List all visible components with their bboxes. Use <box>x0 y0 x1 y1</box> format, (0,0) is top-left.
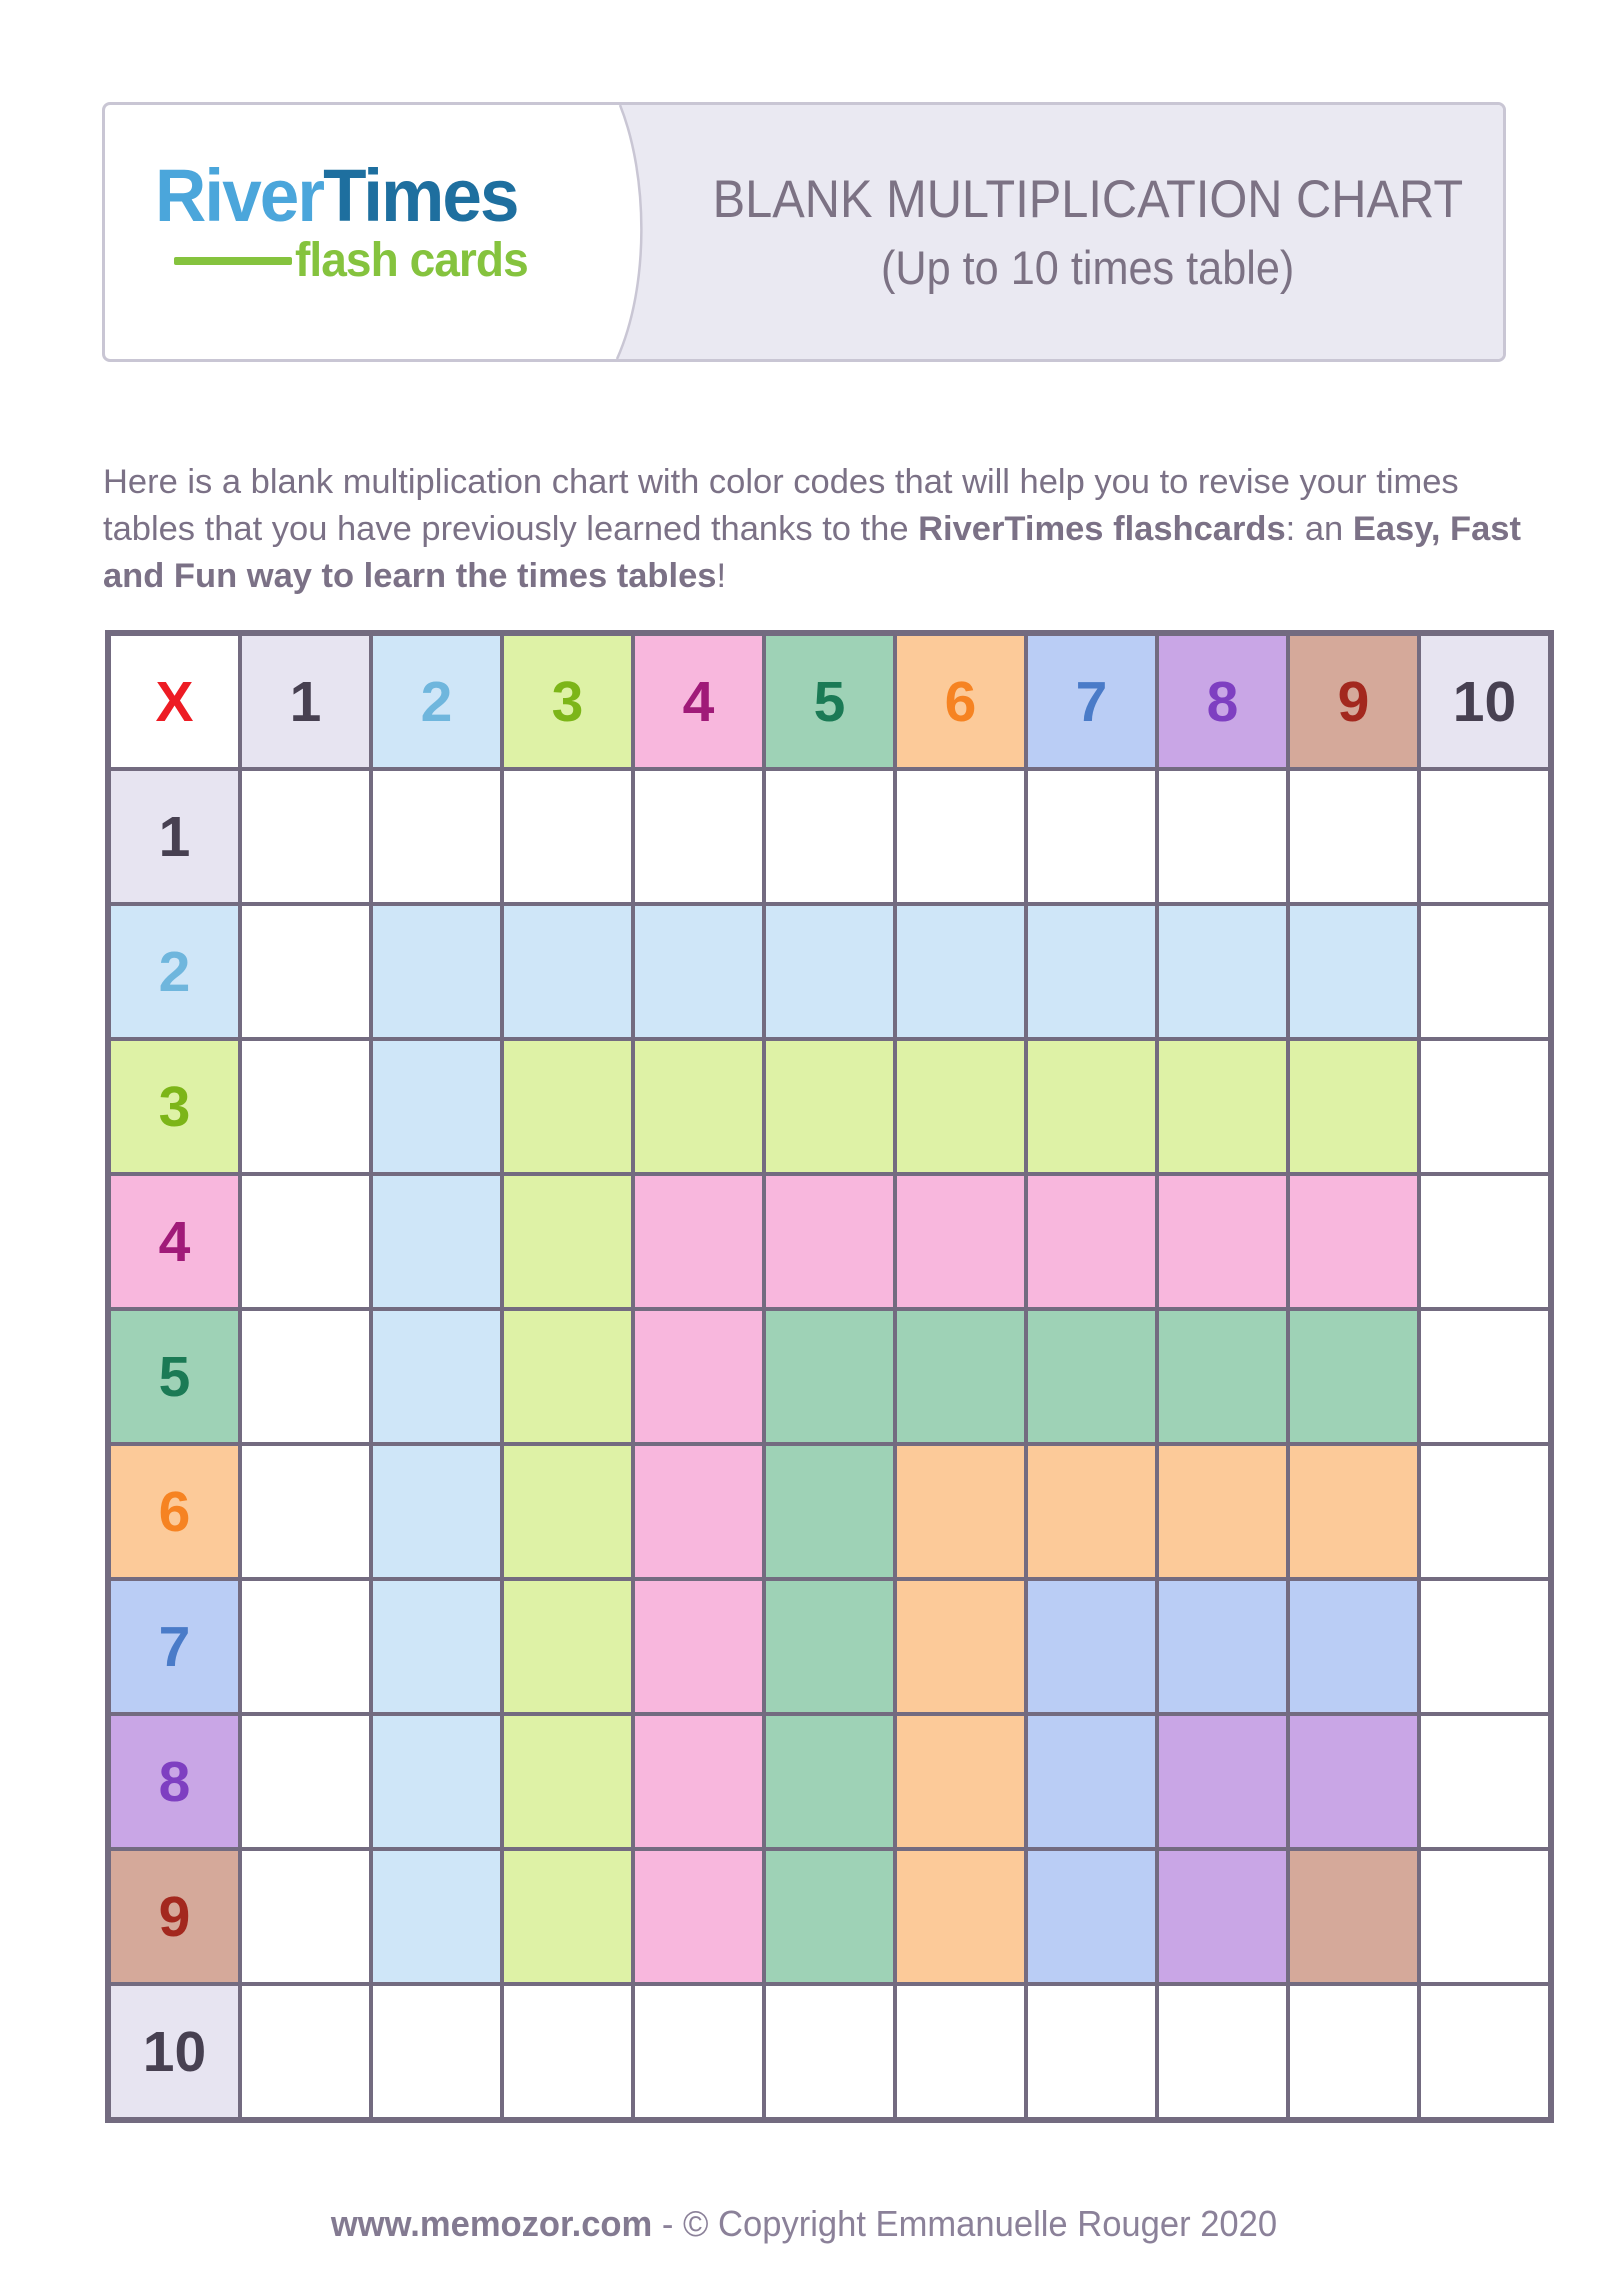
table-header-row <box>108 633 1551 769</box>
grid-cell-8x2 <box>371 1714 502 1849</box>
grid-cell-5x9 <box>1288 1309 1419 1444</box>
text-segment: ! <box>716 557 727 595</box>
grid-cell-10x2 <box>371 1984 502 2120</box>
grid-cell-3x4 <box>633 1039 764 1174</box>
multiplication-table <box>105 630 1554 2123</box>
grid-cell-6x4 <box>633 1444 764 1579</box>
grid-cell-8x7 <box>1026 1714 1157 1849</box>
grid-cell-7x1 <box>240 1579 371 1714</box>
grid-cell-2x5 <box>764 904 895 1039</box>
column-header-3: 3 <box>502 633 633 769</box>
grid-cell-2x6 <box>895 904 1026 1039</box>
table-row-1 <box>108 769 1551 904</box>
column-header-4: 4 <box>633 633 764 769</box>
column-header-9: 9 <box>1288 633 1419 769</box>
grid-cell-3x1 <box>240 1039 371 1174</box>
grid-cell-6x6 <box>895 1444 1026 1579</box>
brand-logo <box>155 154 537 287</box>
grid-cell-8x8 <box>1157 1714 1288 1849</box>
grid-cell-9x6 <box>895 1849 1026 1984</box>
grid-cell-8x3 <box>502 1714 633 1849</box>
row-header-2: 2 <box>108 904 240 1039</box>
grid-cell-9x3 <box>502 1849 633 1984</box>
grid-cell-3x3 <box>502 1039 633 1174</box>
grid-cell-3x5 <box>764 1039 895 1174</box>
grid-cell-3x9 <box>1288 1039 1419 1174</box>
grid-cell-3x8 <box>1157 1039 1288 1174</box>
row-header-9: 9 <box>108 1849 240 1984</box>
grid-cell-6x7 <box>1026 1444 1157 1579</box>
page-title-line2: (Up to 10 times table) <box>881 241 1295 294</box>
grid-cell-1x8 <box>1157 769 1288 904</box>
page-title <box>673 105 1503 359</box>
brand-tagline: flash cards <box>294 234 528 287</box>
grid-cell-6x8 <box>1157 1444 1288 1579</box>
grid-cell-9x5 <box>764 1849 895 1984</box>
row-header-6: 6 <box>108 1444 240 1579</box>
grid-cell-10x10 <box>1419 1984 1551 2120</box>
grid-cell-2x10 <box>1419 904 1551 1039</box>
text-segment: : an <box>1285 509 1353 548</box>
grid-cell-9x10 <box>1419 1849 1551 1984</box>
row-header-4: 4 <box>108 1174 240 1309</box>
title-panel <box>603 105 1503 359</box>
grid-cell-4x10 <box>1419 1174 1551 1309</box>
row-header-5: 5 <box>108 1309 240 1444</box>
table-row-3 <box>108 1039 1551 1174</box>
header-card <box>102 102 1506 362</box>
text-segment: RiverTimes flashcards <box>918 509 1286 548</box>
grid-cell-2x3 <box>502 904 633 1039</box>
column-header-10: 10 <box>1419 633 1551 769</box>
text-segment: - <box>652 2203 683 2244</box>
grid-cell-10x1 <box>240 1984 371 2120</box>
table-row-2 <box>108 904 1551 1039</box>
column-header-6: 6 <box>895 633 1026 769</box>
grid-cell-10x5 <box>764 1984 895 2120</box>
wave-divider <box>602 105 672 359</box>
tagline-underline-rule <box>174 257 292 265</box>
grid-cell-9x7 <box>1026 1849 1157 1984</box>
grid-cell-4x1 <box>240 1174 371 1309</box>
grid-cell-5x2 <box>371 1309 502 1444</box>
grid-cell-1x4 <box>633 769 764 904</box>
grid-cell-6x1 <box>240 1444 371 1579</box>
grid-cell-4x5 <box>764 1174 895 1309</box>
grid-cell-10x8 <box>1157 1984 1288 2120</box>
grid-cell-9x2 <box>371 1849 502 1984</box>
grid-cell-5x7 <box>1026 1309 1157 1444</box>
grid-cell-2x1 <box>240 904 371 1039</box>
grid-cell-3x10 <box>1419 1039 1551 1174</box>
grid-cell-5x8 <box>1157 1309 1288 1444</box>
grid-cell-5x6 <box>895 1309 1026 1444</box>
grid-cell-5x5 <box>764 1309 895 1444</box>
grid-cell-8x1 <box>240 1714 371 1849</box>
intro-paragraph <box>103 459 1539 601</box>
grid-cell-2x4 <box>633 904 764 1039</box>
grid-cell-4x8 <box>1157 1174 1288 1309</box>
grid-cell-5x4 <box>633 1309 764 1444</box>
grid-cell-7x5 <box>764 1579 895 1714</box>
grid-cell-4x3 <box>502 1174 633 1309</box>
grid-cell-8x4 <box>633 1714 764 1849</box>
page-title-line1: BLANK MULTIPLICATION CHART <box>712 170 1464 229</box>
text-segment: Easy, Fast and Fun way to learn the times tables <box>103 509 1521 595</box>
grid-cell-2x7 <box>1026 904 1157 1039</box>
grid-cell-10x9 <box>1288 1984 1419 2120</box>
grid-cell-3x7 <box>1026 1039 1157 1174</box>
grid-cell-8x9 <box>1288 1714 1419 1849</box>
grid-cell-3x2 <box>371 1039 502 1174</box>
brand-name-river: River <box>155 154 324 237</box>
grid-cell-7x6 <box>895 1579 1026 1714</box>
grid-cell-5x10 <box>1419 1309 1551 1444</box>
grid-cell-9x8 <box>1157 1849 1288 1984</box>
grid-cell-8x10 <box>1419 1714 1551 1849</box>
grid-cell-1x9 <box>1288 769 1419 904</box>
row-header-10: 10 <box>108 1984 240 2120</box>
corner-cell-x: X <box>108 633 240 769</box>
grid-cell-10x3 <box>502 1984 633 2120</box>
grid-cell-1x3 <box>502 769 633 904</box>
grid-cell-9x1 <box>240 1849 371 1984</box>
grid-cell-4x7 <box>1026 1174 1157 1309</box>
text-segment: © Copyright Emmanuelle Rouger 2020 <box>682 2203 1278 2244</box>
grid-cell-7x4 <box>633 1579 764 1714</box>
row-header-3: 3 <box>108 1039 240 1174</box>
column-header-5: 5 <box>764 633 895 769</box>
text-segment: Here is a blank multiplication chart with color codes that will help you to revise your times tables that you have previously learned thanks to the <box>103 462 1459 548</box>
row-header-8: 8 <box>108 1714 240 1849</box>
table-row-5 <box>108 1309 1551 1444</box>
grid-cell-4x6 <box>895 1174 1026 1309</box>
column-header-7: 7 <box>1026 633 1157 769</box>
table-row-8 <box>108 1714 1551 1849</box>
table-row-4 <box>108 1174 1551 1309</box>
table-row-10 <box>108 1984 1551 2120</box>
grid-cell-1x7 <box>1026 769 1157 904</box>
grid-cell-9x4 <box>633 1849 764 1984</box>
grid-cell-2x2 <box>371 904 502 1039</box>
brand-name <box>155 154 522 237</box>
row-header-1: 1 <box>108 769 240 904</box>
grid-cell-1x2 <box>371 769 502 904</box>
grid-cell-1x6 <box>895 769 1026 904</box>
grid-cell-4x4 <box>633 1174 764 1309</box>
grid-cell-2x8 <box>1157 904 1288 1039</box>
column-header-8: 8 <box>1157 633 1288 769</box>
grid-cell-4x9 <box>1288 1174 1419 1309</box>
grid-cell-6x5 <box>764 1444 895 1579</box>
brand-name-times: Times <box>323 154 518 237</box>
column-header-1: 1 <box>240 633 371 769</box>
grid-cell-7x9 <box>1288 1579 1419 1714</box>
grid-cell-9x9 <box>1288 1849 1419 1984</box>
grid-cell-6x2 <box>371 1444 502 1579</box>
grid-cell-7x3 <box>502 1579 633 1714</box>
row-header-7: 7 <box>108 1579 240 1714</box>
grid-cell-1x1 <box>240 769 371 904</box>
table-row-6 <box>108 1444 1551 1579</box>
grid-cell-7x8 <box>1157 1579 1288 1714</box>
grid-cell-4x2 <box>371 1174 502 1309</box>
grid-cell-6x10 <box>1419 1444 1551 1579</box>
grid-cell-8x5 <box>764 1714 895 1849</box>
grid-cell-10x6 <box>895 1984 1026 2120</box>
grid-cell-10x4 <box>633 1984 764 2120</box>
grid-cell-6x9 <box>1288 1444 1419 1579</box>
grid-cell-1x5 <box>764 769 895 904</box>
grid-cell-5x3 <box>502 1309 633 1444</box>
table-row-9 <box>108 1849 1551 1984</box>
grid-cell-7x10 <box>1419 1579 1551 1714</box>
grid-cell-6x3 <box>502 1444 633 1579</box>
grid-cell-7x2 <box>371 1579 502 1714</box>
multiplication-grid <box>105 630 1554 2123</box>
table-row-7 <box>108 1579 1551 1714</box>
brand-tagline-row <box>155 234 537 287</box>
grid-cell-5x1 <box>240 1309 371 1444</box>
grid-cell-2x9 <box>1288 904 1419 1039</box>
text-segment: www.memozor.com <box>330 2203 653 2244</box>
column-header-2: 2 <box>371 633 502 769</box>
grid-cell-1x10 <box>1419 769 1551 904</box>
grid-cell-10x7 <box>1026 1984 1157 2120</box>
footer-credit <box>32 2203 1576 2245</box>
grid-cell-3x6 <box>895 1039 1026 1174</box>
grid-cell-7x7 <box>1026 1579 1157 1714</box>
grid-cell-8x6 <box>895 1714 1026 1849</box>
